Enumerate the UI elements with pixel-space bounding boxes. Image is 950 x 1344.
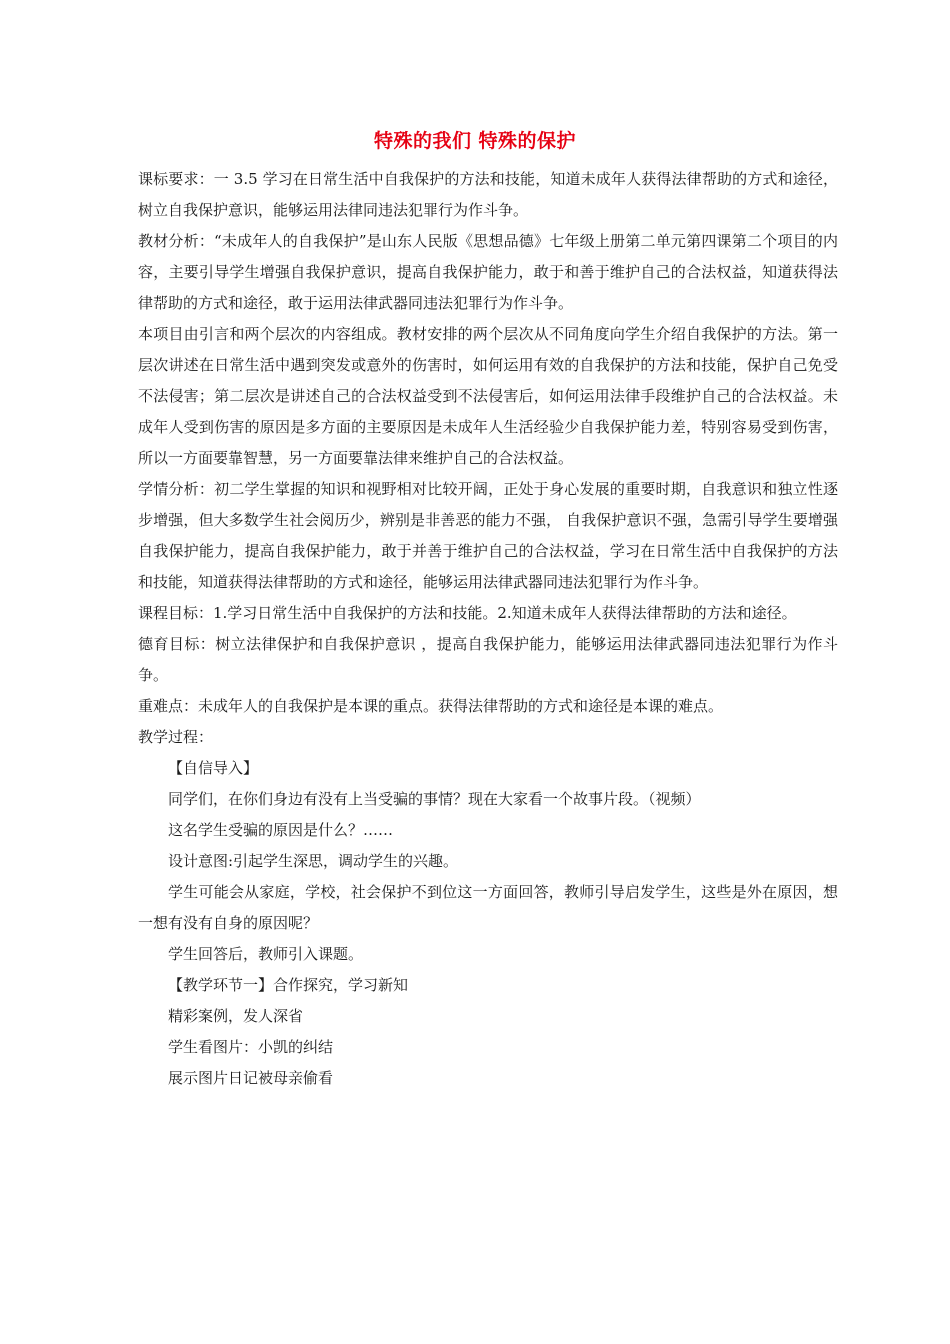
paragraph-deception-cause: 这名学生受骗的原因是什么？……: [168, 821, 394, 839]
paragraph-project-structure: 本项目由引言和两个层次的内容组成。教材安排的两个层次从不同角度向学生介绍自我保护的方法。第一层次讲述在日常生活中遇到突发或意外的伤害时，如何运用有效的自我保护的方法和技能，保护自己免受不法侵害；第二层次是讲述自己的合法权益受到不法侵害后，如何运用法律手段维护自己的合法权益。未成年人受到伤害的原因是多方面的主要原因是未成年人生活经验少自我保护能力差，特别容易受到伤害，所以一方面要靠智慧，另一方面要靠法律来维护自己的合法权益。: [138, 325, 838, 467]
paragraph-student-analysis: 学情分析：初二学生掌握的知识和视野相对比较开阔，正处于身心发展的重要时期，自我意识和独立性逐步增强，但大多数学生社会阅历少，辨别是非善恶的能力不强， 自我保护意识不强，急需引导学生要增强自我保护能力，提高自我保护能力，敢于并善于维护自己的合法权益，学习在日常生活中自我保护的方法和技能，知道获得法律帮助的方式和途径，能够运用法律武器同违法犯罪行为作斗争。: [138, 480, 838, 591]
paragraph-intro-question: 同学们，在你们身边有没有上当受骗的事情？现在大家看一个故事片段。（视频）: [168, 790, 701, 808]
paragraph-design-intent: 设计意图:引起学生深思，调动学生的兴趣。: [168, 852, 459, 870]
paragraph-moral-goals: 德育目标：树立法律保护和自我保护意识 ，提高自我保护能力，能够运用法律武器同违法犯罪行为作斗争。: [138, 635, 838, 684]
paragraph-view-picture: 学生看图片：小凯的纠结: [168, 1038, 334, 1056]
paragraph-curriculum-requirement: 课标要求：一 3.5 学习在日常生活中自我保护的方法和技能，知道未成年人获得法律帮助的方式和途径，树立自我保护意识，能够运用法律同违法犯罪行为作斗争。: [138, 170, 838, 219]
section-heading-intro: 【自信导入】: [168, 759, 259, 777]
paragraph-teaching-process: 教学过程：: [138, 728, 214, 746]
section-heading-step-one: 【教学环节一】合作探究，学习新知: [168, 976, 409, 994]
document-title: 特殊的我们 特殊的保护: [373, 130, 577, 152]
paragraph-introduce-topic: 学生回答后，教师引入课题。: [168, 945, 364, 963]
paragraph-student-response: 学生可能会从家庭，学校，社会保护不到位这一方面回答，教师引导启发学生，这些是外在原因，想一想有没有自身的原因呢？: [138, 883, 838, 932]
paragraph-textbook-analysis: 教材分析：“未成年人的自我保护”是山东人民版《思想品德》七年级上册第二单元第四课第二个项目的内容，主要引导学生增强自我保护意识，提高自我保护能力，敢于和善于维护自己的合法权益，知道获得法律帮助的方式和途径，敢于运用法律武器同违法犯罪行为作斗争。: [138, 232, 838, 312]
paragraph-course-goals: 课程目标：1.学习日常生活中自我保护的方法和技能。2.知道未成年人获得法律帮助的方法和途径。: [138, 604, 797, 622]
paragraph-key-points: 重难点：未成年人的自我保护是本课的重点。获得法律帮助的方式和途径是本课的难点。: [138, 697, 724, 715]
document-body: [138, 164, 838, 1094]
paragraph-show-picture: 展示图片日记被母亲偷看: [168, 1069, 334, 1087]
paragraph-case-study: 精彩案例，发人深省: [168, 1007, 304, 1025]
